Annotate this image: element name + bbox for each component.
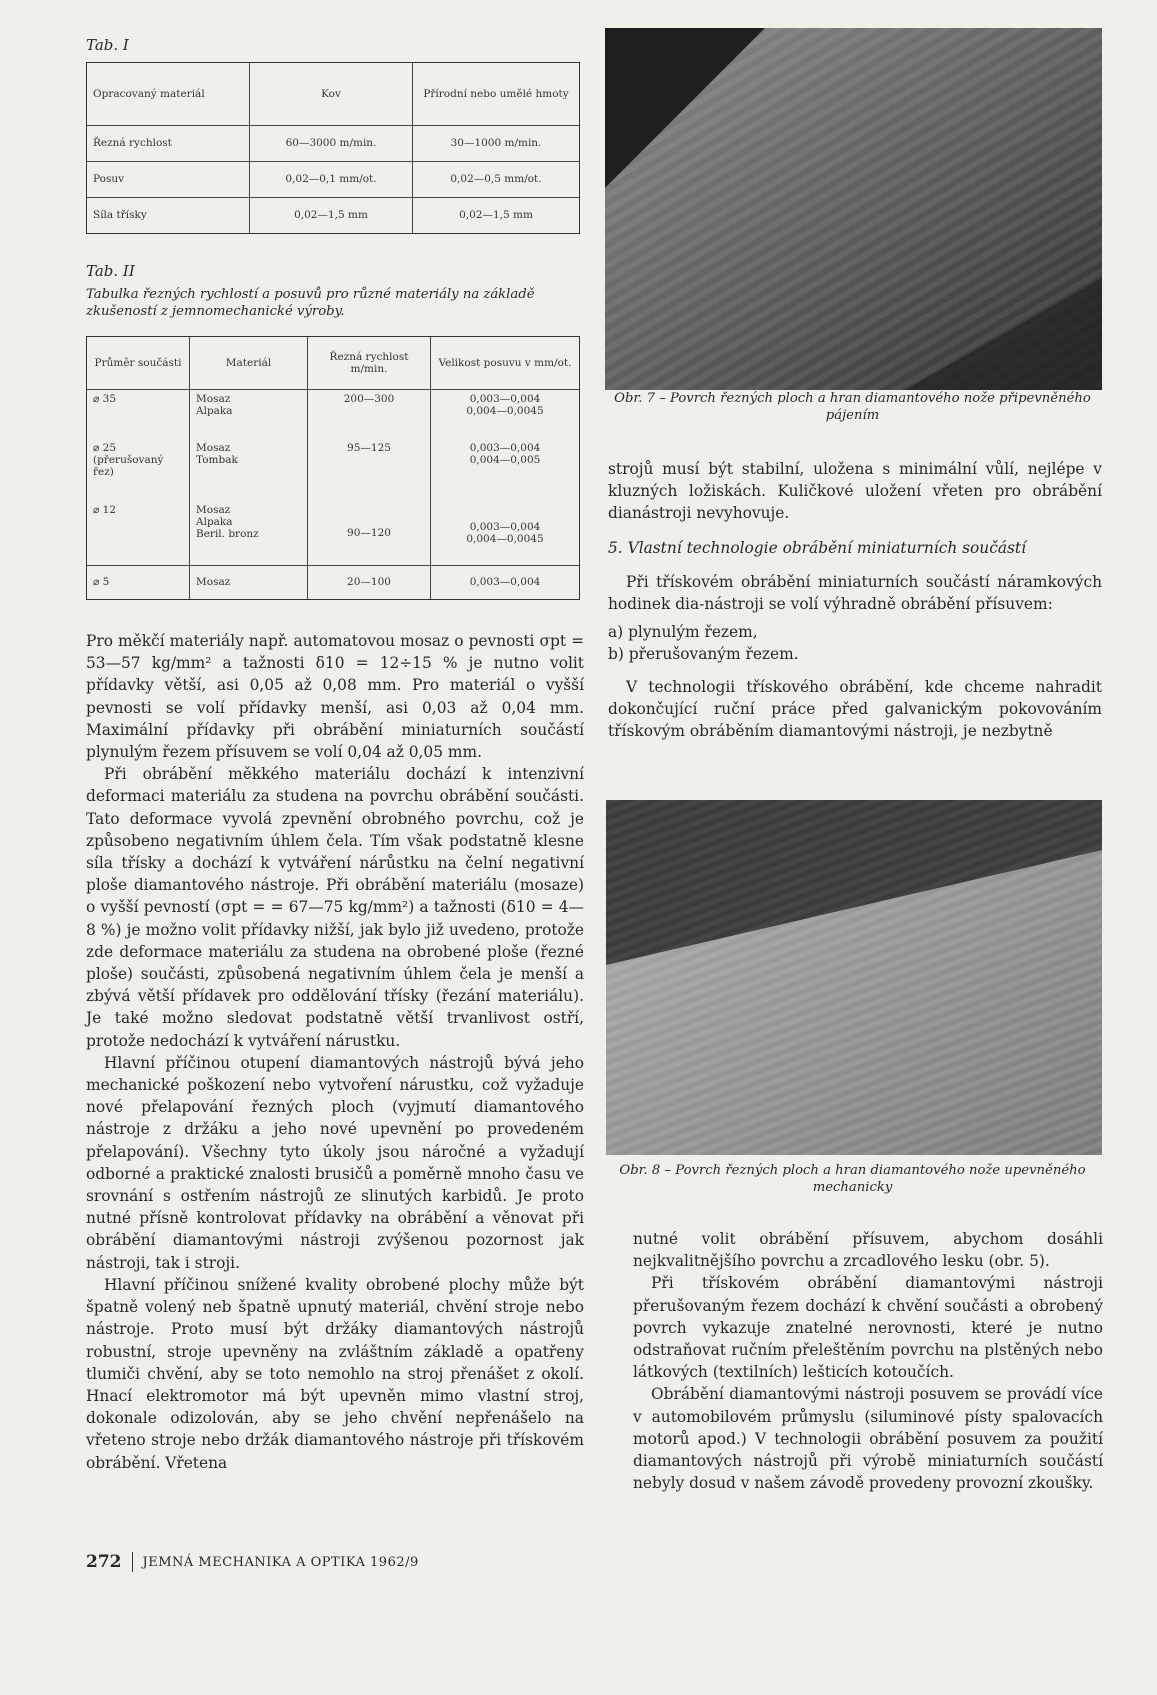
tab2-cell: 90—120 (308, 501, 431, 565)
section-heading: 5. Vlastní technologie obrábění miniaturních součástí (608, 538, 1027, 557)
page-number: 272 (86, 1552, 122, 1572)
table-2 (86, 336, 580, 600)
tab1-cell: 0,02—0,1 mm/ot. (250, 161, 413, 197)
tab2-header: Průměr součásti (87, 337, 190, 389)
figure-7-caption: Obr. 7 – Povrch řezných ploch a hran diamantového nože připevněného pájením (614, 391, 1091, 423)
tab2-cell: ⌀ 12 (87, 501, 190, 565)
footer-divider (132, 1552, 133, 1572)
tab1-cell: 60—3000 m/min. (250, 125, 413, 161)
tab1-cell: 30—1000 m/min. (413, 125, 580, 161)
tab2-cell: 20—100 (308, 565, 431, 599)
tab2-header: Velikost posuvu v mm/ot. (431, 337, 580, 389)
tab2-header: Řezná rychlost m/min. (308, 337, 431, 389)
tab2-cell: 200—300 (308, 389, 431, 439)
tab1-cell: 0,02—1,5 mm (250, 197, 413, 233)
right-column-text-upper (608, 458, 1102, 742)
tab2-cell: 0,003—0,004 0,004—0,0045 (431, 501, 580, 565)
paragraph: nutné volit obrábění přísuvem, abychom dosáhli nejkvalitnějšího povrchu a zrcadlového lesku (obr. 5). (633, 1230, 1103, 1271)
tab2-cell: Mosaz (190, 565, 308, 599)
paragraph: strojů musí být stabilní, uložena s minimální vůlí, nejlépe v kluzných ložiskách. Kuličkové uložení vřeten pro obrábění dianástroji nevyhovuje. (608, 460, 1102, 523)
tab2-cell: Mosaz Alpaka (190, 389, 308, 439)
tab1-cell: Posuv (93, 173, 125, 185)
tab2-cell: 0,003—0,004 (431, 565, 580, 599)
list-item: b) přerušovaným řezem. (608, 645, 799, 664)
tab2-cell: Mosaz Tombak (190, 439, 308, 501)
paragraph: Hlavní příčinou otupení diamantových nástrojů bývá jeho mechanické poškození nebo vytvoření nárustku, což vyžaduje nové přelapování řezných ploch (vyjmutí diamantového nástroje z držáku a jeho nové upevnění po provedeném přelapování). Všechny tyto úkoly jsou náročné a vyžadují odborné a praktické znalosti brusičů a poměrně mnoho času ve srovnání s ostřením nástrojů ze slinutých karbidů. Je proto nutné přísně kontrolovat přídavky na obrábění a věnovat při obrábění diamantovými nástroji zvýšenou pozornost jak nástroji, tak i stroji. (86, 1053, 584, 1272)
paragraph: Při třískovém obrábění diamantovými nástroji přerušovaným řezem dochází k chvění součásti a obrobený povrch vykazuje znatelné nerovnosti, které je nutno odstraňovat ručním přeleštěním povrchu na plstěných nebo látkových (textilních) lešticích kotoučích. (633, 1274, 1103, 1382)
tab1-cell: 0,02—0,5 mm/ot. (413, 161, 580, 197)
page-footer (86, 1552, 419, 1572)
tab2-cell: 0,003—0,004 0,004—0,0045 (431, 389, 580, 439)
tab2-cell: ⌀ 35 (93, 392, 117, 405)
tab1-cell: Řezná rychlost (93, 137, 172, 149)
figure-8-caption: Obr. 8 – Povrch řezných ploch a hran diamantového nože upevněného mechanicky (619, 1163, 1086, 1195)
right-column-text-lower (633, 1228, 1103, 1494)
paragraph: Pro měkčí materiály např. automatovou mosaz o pevnosti σpt = 53—57 kg/mm² a tažnosti δ10 = 12÷15 % je nutno volit přídavky větší, asi 0,05 až 0,08 mm. Pro materiál o vyšší pevnosti se volí přídavky menší, asi 0,03 až 0,04 mm. Maximální přídavky při obrábění miniaturních součástí plynulým řezem přísuvem se volí 0,04 až 0,05 mm. (86, 632, 584, 762)
tab2-cell: 0,003—0,004 0,004—0,005 (431, 439, 580, 501)
tab1-label: Tab. I (86, 36, 129, 54)
paragraph: Při obrábění měkkého materiálu dochází k intenzivní deformaci materiálu za studena na povrchu obrábění součásti. Tato deformace vyvolá zpevnění obrobného povrchu, což je způsobeno negativním úhlem čela. Tím však podstatně klesne síla třísky a dochází k vytváření nárůstku na čelní negativní ploše diamantového nástroje. Při obrábění materiálu (mosaze) o vyšší pevností (σpt = = 67—75 kg/mm²) a tažnosti (δ10 = 4—8 %) je možno volit přídavky nižší, jak bylo již uvedeno, protože zde deformace materiálu za studena na obrobené ploše (řezné ploše) součásti, způsobená negativním úhlem čela je menší a zbývá větší přídavek pro oddělování třísky (řezání materiálu). Je také možno sledovat podstatně větší trvanlivost ostří, protože nedochází k vytváření nárustku. (86, 765, 584, 1050)
tab2-label: Tab. II (86, 262, 135, 280)
tab2-cell: ⌀ 25 (přerušovaný řez) (93, 442, 164, 478)
tab1-header: Opracovaný materiál (93, 87, 205, 100)
tab2-cell: Mosaz Alpaka Beril. bronz (190, 501, 308, 565)
tab2-caption: Tabulka řezných rychlostí a posuvů pro různé materiály na základě zkušeností z jemnomechanické výroby. (86, 287, 535, 319)
list-item: a) plynulým řezem, (608, 623, 758, 642)
tab1-cell: Síla třísky (93, 209, 147, 222)
paragraph: V technologii třískového obrábění, kde chceme nahradit dokončující ruční práce před galvanickým pokovováním třískovým obráběním diamantovými nástroji, je nezbytně (608, 677, 1102, 741)
table-1 (86, 62, 580, 234)
left-column-text (86, 630, 584, 1474)
journal-name: JEMNÁ MECHANIKA A OPTIKA 1962/9 (142, 1554, 419, 1570)
paragraph: Při třískovém obrábění miniaturních součástí náramkových hodinek dia-nástroji se volí výhradně obrábění přísuvem: (608, 572, 1102, 614)
tab2-cell: 95—125 (308, 439, 431, 501)
tab1-header: Kov (250, 63, 413, 125)
figure-7-photo (605, 28, 1102, 390)
tab2-header: Materiál (190, 337, 308, 389)
tab1-cell: 0,02—1,5 mm (413, 197, 580, 233)
figure-8-photo (606, 800, 1102, 1155)
paragraph: Hlavní příčinou snížené kvality obrobené plochy může být špatně volený neb špatně upnutý materiál, chvění stroje nebo nástroje. Proto musí být držáky diamantových nástrojů robustní, stroje upevněny na zvláštním základě a opatřeny tlumiči chvění, aby se toto nemohlo na stroj přenášet z okolí. Hnací elektromotor má být upevněn mimo vlastní stroj, dokonale odizolován, aby se jeho chvění nepřenášelo na vřeteno stroje nebo držák diamantového nástroje při třískovém obrábění. Vřetena (86, 1275, 584, 1472)
paragraph: Obrábění diamantovými nástroji posuvem se provádí více v automobilovém průmyslu (siluminové písty spalovacích motorů apod.) V technologii obrábění posuvem za použití diamantových nástrojů při výrobě miniaturních součástí nebyly dosud v našem závodě provedeny provozní zkoušky. (633, 1385, 1103, 1493)
tab2-cell: ⌀ 5 (93, 576, 110, 589)
tab1-header: Přírodní nebo umělé hmoty (413, 63, 580, 125)
